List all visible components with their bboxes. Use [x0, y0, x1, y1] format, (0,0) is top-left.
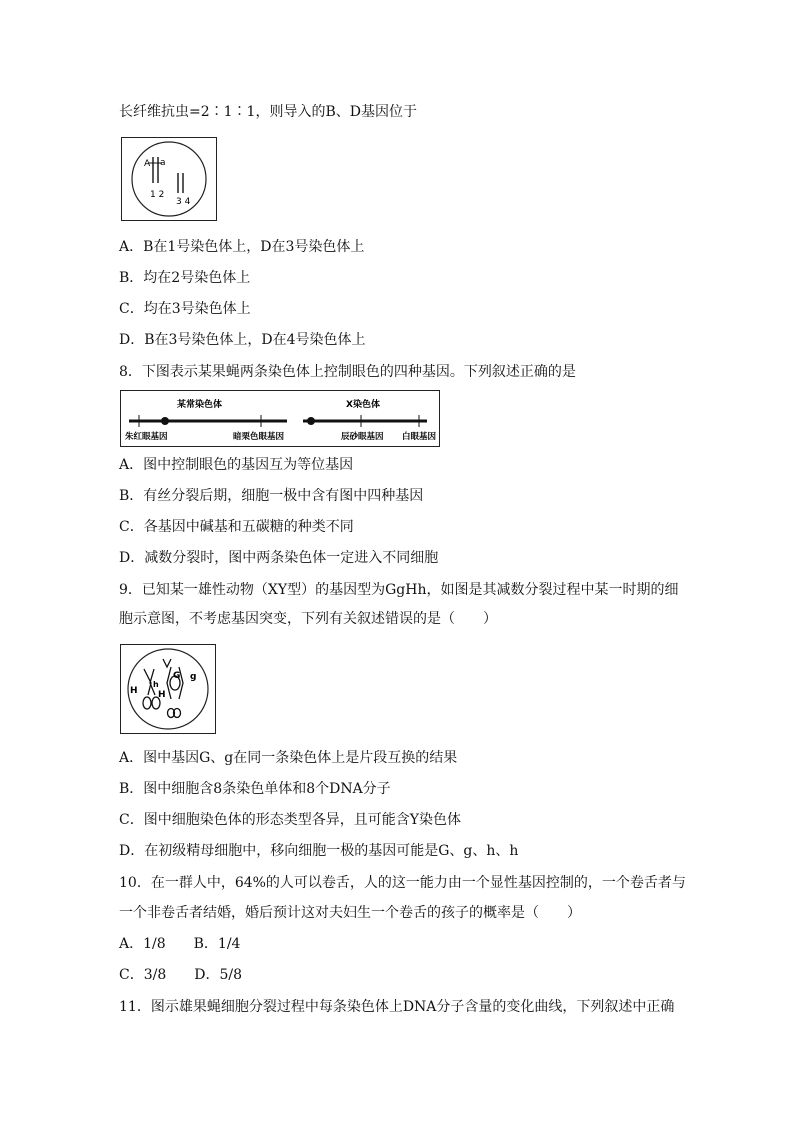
q8-option-d: D．减数分裂时，图中两条染色体一定进入不同细胞 [119, 550, 439, 566]
q10-options-row2: C．3/8 D．5/8 [119, 967, 242, 983]
q8-option-c: C．各基因中碱基和五碳糖的种类不同 [119, 519, 354, 535]
q9-option-c: C．图中细胞染色体的形态类型各异，且可能含Y染色体 [119, 812, 461, 828]
chromosome-numbers-1-2: 1 2 [150, 190, 165, 200]
q10-stem-line1: 10．在一群人中，64%的人可以卷舌，人的这一能力由一个显性基因控制的，一个卷舌者与 [119, 875, 686, 891]
q9-cell-figure [120, 644, 216, 734]
gene-label-a: a [160, 158, 166, 168]
gene-label-vermilion: 朱红眼基因 [125, 432, 168, 442]
cell-membrane [132, 142, 206, 216]
q8-stem: 8．下图表示某果蝇两条染色体上控制眼色的四种基因。下列叙述正确的是 [119, 364, 576, 380]
chromosome-v [163, 659, 171, 667]
gene-label-G: G [173, 671, 181, 681]
gene-label-cinnabar: 辰砂眼基因 [341, 432, 384, 442]
q11-stem: 11．图示雄果蝇细胞分裂过程中每条染色体上DNA分子含量的变化曲线，下列叙述中正确 [119, 999, 675, 1015]
gene-label-white: 白眼基因 [402, 432, 437, 442]
q7-stem-tail: 长纤维抗虫=2∶1∶1，则导入的B、D基因位于 [119, 104, 417, 120]
gene-label-dark-chestnut: 暗栗色眼基因 [233, 432, 285, 442]
q8-option-a: A．图中控制眼色的基因互为等位基因 [119, 457, 354, 473]
q8-chromosome-figure [120, 390, 440, 447]
q10-stem-line2: 一个非卷舌者结婚，婚后预计这对夫妇生一个卷舌的孩子的概率是（ ） [119, 905, 581, 921]
q8-chromosome-drawing [121, 391, 439, 446]
q7-option-c: C．均在3号染色体上 [119, 301, 251, 317]
q7-cell-figure [121, 137, 217, 221]
chromosome-loop [143, 697, 151, 709]
q7-option-a: A．B在1号染色体上，D在3号染色体上 [119, 239, 365, 255]
gene-label-H-right: H [158, 690, 166, 700]
x-centromere [307, 417, 315, 425]
q9-option-d: D．在初级精母细胞中，移向细胞一极的基因可能是G、g、h、h [119, 843, 519, 859]
q7-option-b: B．均在2号染色体上 [119, 270, 251, 286]
q8-option-b: B．有丝分裂后期，细胞一极中含有图中四种基因 [119, 488, 424, 504]
q9-option-b: B．图中细胞含8条染色单体和8个DNA分子 [119, 781, 391, 797]
gene-label-g: g [190, 672, 197, 682]
chromosome-numbers-3-4: 3 4 [176, 197, 191, 207]
q9-stem-line1: 9．已知某一雄性动物（XY型）的基因型为GgHh，如图是其减数分裂过程中某一时期的细 [119, 582, 679, 598]
q9-stem-line2: 胞示意图，不考虑基因突变，下列有关叙述错误的是（ ） [119, 611, 497, 627]
autosome-label: 某常染色体 [177, 400, 223, 410]
q10-options-row1: A．1/8 B．1/4 [119, 936, 241, 952]
x-chromosome-label: X染色体 [346, 400, 380, 410]
q7-cell-drawing [122, 138, 216, 220]
q9-cell-drawing [121, 645, 215, 733]
gene-label-H-left: H [130, 686, 138, 696]
gene-label-h: h [153, 680, 159, 689]
q9-option-a: A．图中基因G、g在同一条染色体上是片段互换的结果 [119, 750, 458, 766]
q7-option-d: D．B在3号染色体上，D在4号染色体上 [119, 332, 366, 348]
gene-label-A: A [144, 159, 151, 169]
autosome-centromere [161, 417, 169, 425]
